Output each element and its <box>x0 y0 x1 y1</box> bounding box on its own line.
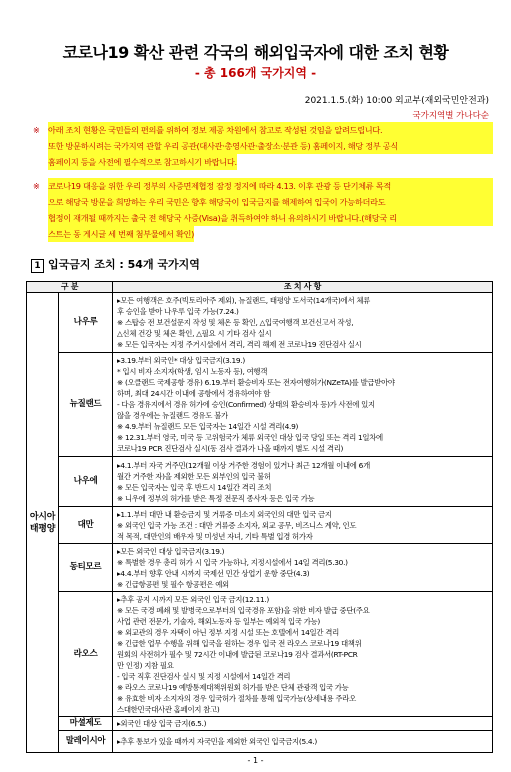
measure-line: 않을 경우에는 뉴질랜드 경유도 불가 <box>117 411 228 420</box>
measure-line: 하며, 최대 24시간 이내에 공항에서 경유하여야 함 <box>117 389 271 398</box>
measure-line: ▸추후 통보가 있을 때까지 자국민을 제외한 외국인 입국금지(5.4.) <box>117 737 317 746</box>
measure-line: ※ 긴급한 업무 수행을 위해 입국을 원하는 경우 입국 전 라오스 코로나19 대책위 <box>117 638 362 648</box>
measure-line: ▸모든 외국인 대상 입국금지(3.19.) <box>117 546 225 556</box>
reference-mark-icon: ※ <box>33 181 40 191</box>
measure-line: 코로나19 PCR 진단검사 실시(동 검사 결과가 나올 때까지 별도 시설 격리) <box>117 444 344 453</box>
measure-line: ▸1.1.부터 대만 내 환승금지 및 거류증 미소지 외국인의 대만 입국 금지 <box>117 509 332 519</box>
measure-line: ※ 모든 입국자는 입국 후 반드시 14일간 격리 조치 <box>117 482 272 492</box>
measures-cell <box>113 731 493 753</box>
measure-line: 사업 관련 전문가, 기술자, 해외노동자 등 일부는 예외적 입국 가능) <box>117 616 320 626</box>
country-cell: 대만 <box>59 507 113 544</box>
country-cell: 나우루 <box>59 293 113 353</box>
section-heading <box>31 256 200 273</box>
country-cell: 마셜제도 <box>59 717 113 731</box>
reference-mark-icon: ※ <box>33 125 40 135</box>
measure-line: 원회의 사전허가 필수 및 72시간 이내에 발급된 코로나19 검사 결과서(RT-PCR <box>117 649 358 659</box>
country-cell: 말레이시아 <box>59 731 113 753</box>
header-category: 구 분 <box>27 282 113 293</box>
measure-line: 만 인정) 지참 필요 <box>117 660 174 670</box>
table-row <box>27 544 493 592</box>
dateline: 2021.1.5.(화) 10:00 외교부(재외국민안전과) <box>304 96 489 106</box>
page-subtitle: - 총 166개 국가지역 - <box>194 66 317 80</box>
notice-visa-waiver <box>33 178 493 247</box>
region-label: 아시아 태평양 <box>29 511 56 534</box>
measure-line: - 다음 경유지에서 경유 허가에 승인(Confirmed) 상태의 환승비자 등)가 사전에 있지 <box>117 400 375 409</box>
country-cell: 라오스 <box>59 592 113 717</box>
section-number: 1 <box>31 259 44 273</box>
measure-line: ▸3.19.부터 외국인* 대상 입국금지(3.19.) <box>117 356 245 365</box>
measures-cell <box>113 592 493 717</box>
country-cell: 뉴질랜드 <box>59 353 113 457</box>
country-cell: 나우에 <box>59 457 113 507</box>
measures-cell <box>113 507 493 544</box>
measure-line: ※ 외교관의 경우 자택이 아닌 정부 지정 시설 또는 호텔에서 14일간 격리 <box>117 627 339 637</box>
notice-line: 홈페이지 등을 사전에 필수적으로 참고하시기 바랍니다. <box>48 154 237 170</box>
measure-line: ▸외국인 대상 입국 금지(6.5.) <box>117 719 207 728</box>
measure-line: 적 목적, 대만인의 배우자 및 미성년 자녀, 기타 특별 입경 허가자 <box>117 531 313 541</box>
table-row <box>27 717 493 731</box>
page-number: - 1 - <box>247 756 264 765</box>
table-row <box>27 293 493 353</box>
measure-line: ※ 니우에 정부의 허가를 받은 특정 전문직 종사자 등은 입국 가능 <box>117 493 315 503</box>
measure-line: ※ 긴급항공편 및 필수 항공편은 예외 <box>117 579 229 589</box>
measure-line: ▸4.4.부터 향후 안내 시까지 국제선 민간 상업기 운항 중단(4.3) <box>117 568 310 578</box>
table-header-row <box>27 282 493 293</box>
header-measures: 조 치 사 항 <box>113 282 493 293</box>
measure-line: △신체 건강 및 체온 확인, △필요 시 기타 검사 실시 <box>117 329 272 338</box>
measure-line: ※ (오클랜드 국제공항 경유) 6.19.부터 환승비자 또는 전자여행허가(NZeTA)를 발급받아야 <box>117 378 395 387</box>
measure-line: ※ 12.31.부터 영국, 미국 등 고위험국가 체류 외국인 대상 입국 당일 또는 격리 1일차에 <box>117 433 383 442</box>
table-row <box>27 353 493 457</box>
measure-line: ▸모든 여행객은 호주(빅토리아주 제외), 뉴질랜드, 태평양 도서국(14개국)에서 체류 <box>117 296 371 305</box>
measure-line: ▸추후 공지 시까지 모든 외국인 입국 금지(12.11.) <box>117 594 270 604</box>
notice-line: 으로 해당국 방문을 희망하는 우리 국민은 향후 해당국이 입국금지를 해제하여 입국이 가능하더라도 <box>48 194 493 210</box>
notice-line: 협정이 재개될 때까지는 출국 전 해당국 사증(Visa)을 취득하여야 하니 유의하시기 바랍니다.(해당국 리 <box>48 210 493 226</box>
measures-cell <box>113 293 493 353</box>
page-title: 코로나19 확산 관련 각국의 해외입국자에 대한 조치 현황 <box>62 43 449 62</box>
measure-line: ※ 외국인 입국 가능 조건 : 대만 거류증 소지자, 외교 공무, 비즈니스 계약, 인도 <box>117 520 357 530</box>
measures-cell <box>113 457 493 507</box>
region-cell <box>27 293 59 753</box>
measure-line: - 입국 직후 진단검사 실시 및 지정 시설에서 14일간 격리 <box>117 671 291 681</box>
measures-cell <box>113 544 493 592</box>
table-row <box>27 731 493 753</box>
sort-order-note: 국가지역별 가나다순 <box>412 111 489 121</box>
table-row <box>27 592 493 717</box>
measure-line: * 입시 비자 소지자(학생, 임시 노동자 등), 여행객 <box>117 367 268 376</box>
measure-line: ※ 모든 국경 폐쇄 및 발병국으로부터의 입국경유 포함)을 위한 비자 발급 중단(주요 <box>117 605 370 615</box>
entry-ban-table <box>26 281 493 753</box>
measures-cell <box>113 717 493 731</box>
notice-info-purpose <box>33 122 493 175</box>
table-row <box>27 507 493 544</box>
measure-line: ※ 모든 입국자는 지정 주거시설에서 격리, 격리 해제 전 코로나19 진단검사 실시 <box>117 340 362 349</box>
notice-line: 코로나19 대응을 위한 우리 정부의 사증면제협정 잠정 정지에 따라 4.13. 이후 관광 등 단기체류 목적 <box>48 178 493 194</box>
measure-line: ※ 스탑승 전 보건설문지 작성 및 체온 등 확인, △입국여행객 보건신고서 작성, <box>117 318 354 327</box>
measure-line: 월간 거주한 자)을 제외한 모든 외부인의 입국 불허 <box>117 471 271 481</box>
notice-line: 스트는 동 게시글 세 번째 첨부물에서 확인) <box>48 226 194 242</box>
notice-line: 또한 방문하시려는 국가지역 관할 우리 공관(대사관·총영사관·출장소·분관 등) 홈페이지, 해당 정부 공식 <box>48 138 493 154</box>
measure-line: ※ 유효한 비자 소지자의 경우 입국허가 절차를 통해 입국가능(상세내용 주라오 <box>117 693 356 703</box>
notice-line: 아래 조치 현황은 국민들의 편의를 위하여 정보 제공 차원에서 참고로 작성된 것임을 알려드립니다. <box>48 122 493 138</box>
measure-line: ※ 라오스 코로나19 예방통제대책위원회 허가를 받은 단체 관광객 입국 가능 <box>117 682 349 692</box>
measures-cell <box>113 353 493 457</box>
measure-line: 스대한민국대사관 홈페이지 참고) <box>117 704 220 714</box>
measure-line: 후 승인을 받아 나우루 입국 가능(7.24.) <box>117 307 239 316</box>
table-row <box>27 457 493 507</box>
measure-line: ▸4.1.부터 자국 거주민(12개월 이상 거주한 경험이 있거나 최근 12개월 이내에 6개 <box>117 460 370 470</box>
measure-line: ※ 4.9.부터 뉴질랜드 모든 입국자는 14일간 시설 격리(4.9) <box>117 422 299 431</box>
section-title: 입국금지 조치 : 54개 국가지역 <box>48 258 200 271</box>
measure-line: ※ 특별한 경우 총리 허가 시 입국 가능하나, 지정시설에서 14일 격리(5.30.) <box>117 557 348 567</box>
country-cell: 동티모르 <box>59 544 113 592</box>
